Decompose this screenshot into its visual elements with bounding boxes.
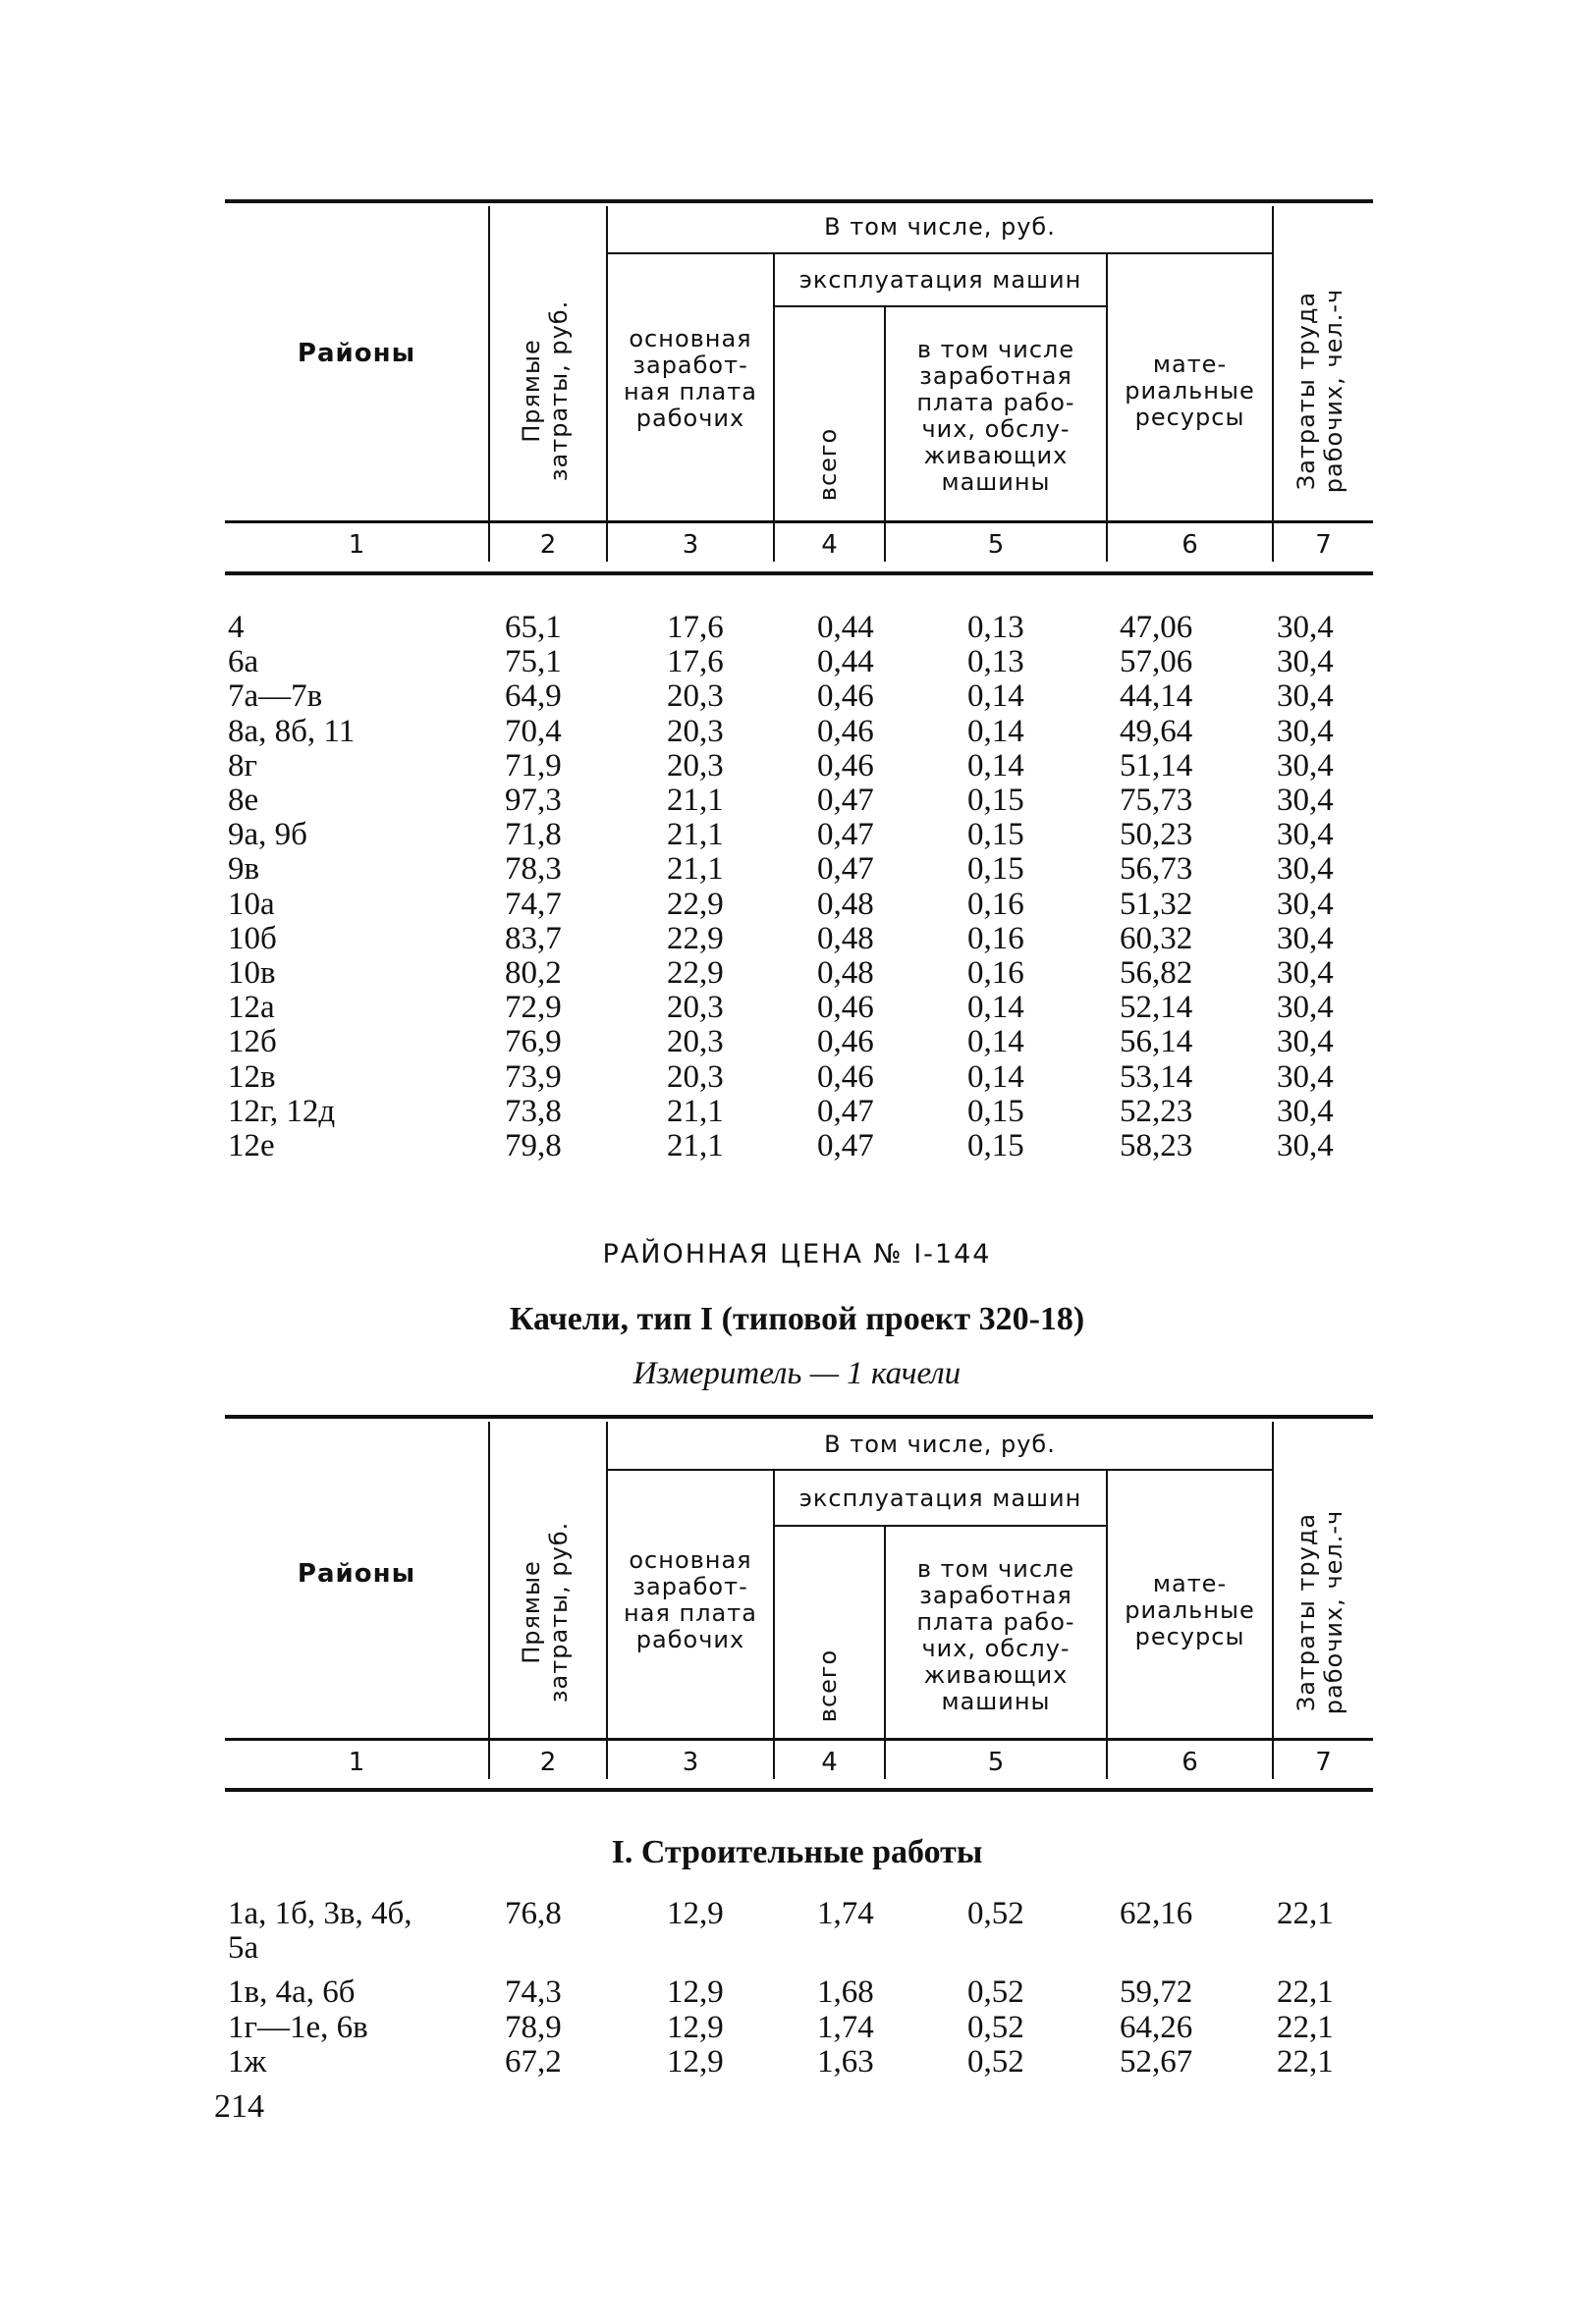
value-cell: 79,8 xyxy=(505,1128,562,1163)
value-cell: 0,16 xyxy=(967,920,1024,956)
including-header: В том числе, руб. xyxy=(824,1431,1056,1458)
basic-wage-header: основная заработ- ная плата рабочих xyxy=(624,1546,757,1653)
column-number: 7 xyxy=(1315,530,1332,560)
value-cell: 30,4 xyxy=(1277,990,1334,1026)
value-cell: 0,13 xyxy=(967,644,1024,680)
value-cell: 73,8 xyxy=(505,1093,562,1129)
value-cell: 51,14 xyxy=(1120,747,1193,784)
value-cell: 0,52 xyxy=(967,2044,1024,2080)
value-cell: 1,63 xyxy=(817,2044,874,2080)
value-cell: 30,4 xyxy=(1277,1093,1334,1129)
value-cell: 0,47 xyxy=(817,817,874,853)
region-cell: 1в, 4а, 6б xyxy=(228,1974,356,2010)
column-number: 1 xyxy=(348,1748,365,1777)
value-cell: 0,14 xyxy=(967,747,1024,784)
region-cell: 12а xyxy=(228,990,275,1026)
value-cell: 30,4 xyxy=(1277,1128,1334,1163)
value-cell: 0,47 xyxy=(817,1128,874,1163)
value-cell: 0,15 xyxy=(967,817,1024,853)
materials-header: мате- риальные ресурсы xyxy=(1125,351,1255,431)
region-cell: 12б xyxy=(228,1024,277,1060)
value-cell: 1,74 xyxy=(817,1896,874,1931)
value-cell: 22,9 xyxy=(667,886,724,922)
value-cell: 30,4 xyxy=(1277,851,1334,888)
region-cell: 9в xyxy=(228,851,260,888)
value-cell: 21,1 xyxy=(667,817,724,853)
value-cell: 67,2 xyxy=(505,2044,562,2080)
column-number: 4 xyxy=(821,1748,838,1777)
value-cell: 1,74 xyxy=(817,2010,874,2045)
column-number: 2 xyxy=(539,1748,557,1777)
item-title: Качели, тип I (типовой проект 320-18) xyxy=(509,1301,1085,1337)
value-cell: 52,14 xyxy=(1120,990,1193,1026)
regions-header: Районы xyxy=(297,1559,416,1589)
value-cell: 20,3 xyxy=(667,747,724,784)
region-cell: 10б xyxy=(228,920,277,956)
labor-header: Затраты труда рабочих, чел.-ч xyxy=(1292,288,1347,494)
value-cell: 20,3 xyxy=(667,990,724,1026)
value-cell: 83,7 xyxy=(505,920,562,956)
value-cell: 12,9 xyxy=(667,1896,724,1931)
regions-header: Районы xyxy=(297,339,416,368)
value-cell: 64,9 xyxy=(505,678,562,715)
value-cell: 80,2 xyxy=(505,955,562,991)
labor-header: Затраты труда рабочих, чел.-ч xyxy=(1292,1509,1347,1715)
value-cell: 59,72 xyxy=(1120,1974,1193,2010)
value-cell: 0,46 xyxy=(817,990,874,1026)
value-cell: 22,1 xyxy=(1277,2044,1334,2080)
value-cell: 12,9 xyxy=(667,1974,724,2010)
value-cell: 76,8 xyxy=(505,1896,562,1931)
value-cell: 20,3 xyxy=(667,713,724,749)
column-number: 5 xyxy=(987,1748,1005,1777)
value-cell: 56,14 xyxy=(1120,1024,1193,1060)
value-cell: 0,46 xyxy=(817,678,874,715)
region-cell: 12в xyxy=(228,1058,276,1095)
column-number: 7 xyxy=(1315,1748,1332,1777)
value-cell: 74,7 xyxy=(505,886,562,922)
value-cell: 0,14 xyxy=(967,678,1024,715)
value-cell: 51,32 xyxy=(1120,886,1193,922)
value-cell: 22,1 xyxy=(1277,1974,1334,2010)
value-cell: 75,73 xyxy=(1120,783,1193,818)
value-cell: 56,82 xyxy=(1120,955,1193,991)
column-number: 3 xyxy=(682,530,699,560)
value-cell: 22,1 xyxy=(1277,1896,1334,1931)
value-cell: 12,9 xyxy=(667,2010,724,2045)
value-cell: 62,16 xyxy=(1120,1896,1193,1931)
machine-operation-header: эксплуатация машин xyxy=(798,266,1082,294)
value-cell: 30,4 xyxy=(1277,886,1334,922)
region-cell: 1г—1е, 6в xyxy=(228,2010,368,2045)
column-number: 3 xyxy=(682,1748,699,1777)
region-cell: 8г xyxy=(228,747,258,784)
region-cell: 10а xyxy=(228,886,275,922)
region-cell: 12г, 12д xyxy=(228,1093,336,1129)
value-cell: 97,3 xyxy=(505,783,562,818)
value-cell: 30,4 xyxy=(1277,610,1334,645)
value-cell: 0,44 xyxy=(817,644,874,680)
value-cell: 49,64 xyxy=(1120,713,1193,749)
value-cell: 30,4 xyxy=(1277,1024,1334,1060)
value-cell: 0,52 xyxy=(967,1896,1024,1931)
value-cell: 0,14 xyxy=(967,990,1024,1026)
value-cell: 71,8 xyxy=(505,817,562,853)
value-cell: 0,15 xyxy=(967,1093,1024,1129)
direct-costs-header: Прямые затраты, руб. xyxy=(518,299,573,482)
value-cell: 0,44 xyxy=(817,610,874,645)
incl-wage-header: в том числе заработная плата рабо- чих, обслу- живающих машины xyxy=(916,1555,1075,1715)
value-cell: 0,15 xyxy=(967,783,1024,818)
value-cell: 0,15 xyxy=(967,851,1024,888)
total-header: всего xyxy=(814,427,842,502)
value-cell: 0,46 xyxy=(817,747,874,784)
region-cell: 7а—7в xyxy=(228,678,323,715)
value-cell: 0,48 xyxy=(817,886,874,922)
region-cell: 4 xyxy=(228,610,245,645)
value-cell: 70,4 xyxy=(505,713,562,749)
value-cell: 0,14 xyxy=(967,1058,1024,1095)
value-cell: 0,16 xyxy=(967,955,1024,991)
materials-header: мате- риальные ресурсы xyxy=(1125,1570,1255,1650)
value-cell: 50,23 xyxy=(1120,817,1193,853)
value-cell: 20,3 xyxy=(667,1024,724,1060)
value-cell: 20,3 xyxy=(667,678,724,715)
measure-line: Измеритель — 1 качели xyxy=(632,1356,962,1391)
value-cell: 30,4 xyxy=(1277,783,1334,818)
value-cell: 30,4 xyxy=(1277,817,1334,853)
value-cell: 47,06 xyxy=(1120,610,1193,645)
value-cell: 60,32 xyxy=(1120,920,1193,956)
value-cell: 0,47 xyxy=(817,1093,874,1129)
value-cell: 1,68 xyxy=(817,1974,874,2010)
value-cell: 44,14 xyxy=(1120,678,1193,715)
region-cell: 1ж xyxy=(228,2044,267,2080)
value-cell: 52,67 xyxy=(1120,2044,1193,2080)
value-cell: 30,4 xyxy=(1277,678,1334,715)
value-cell: 0,48 xyxy=(817,920,874,956)
value-cell: 0,15 xyxy=(967,1128,1024,1163)
region-cell: 8а, 8б, 11 xyxy=(228,713,356,749)
section-title: I. Строительные работы xyxy=(611,1834,983,1870)
value-cell: 64,26 xyxy=(1120,2010,1193,2045)
value-cell: 17,6 xyxy=(667,610,724,645)
value-cell: 22,9 xyxy=(667,955,724,991)
value-cell: 21,1 xyxy=(667,1128,724,1163)
value-cell: 22,1 xyxy=(1277,2010,1334,2045)
incl-wage-header: в том числе заработная плата рабо- чих, обслу- живающих машины xyxy=(916,336,1075,496)
value-cell: 0,46 xyxy=(817,1024,874,1060)
basic-wage-header: основная заработ- ная плата рабочих xyxy=(624,325,757,432)
value-cell: 0,13 xyxy=(967,610,1024,645)
value-cell: 30,4 xyxy=(1277,955,1334,991)
value-cell: 30,4 xyxy=(1277,713,1334,749)
value-cell: 30,4 xyxy=(1277,747,1334,784)
value-cell: 72,9 xyxy=(505,990,562,1026)
region-cell: 12е xyxy=(228,1128,275,1163)
value-cell: 0,16 xyxy=(967,886,1024,922)
region-cell: 6а xyxy=(228,644,259,680)
column-number: 2 xyxy=(539,530,557,560)
value-cell: 71,9 xyxy=(505,747,562,784)
value-cell: 0,14 xyxy=(967,713,1024,749)
column-number: 6 xyxy=(1182,1748,1198,1777)
value-cell: 0,46 xyxy=(817,1058,874,1095)
value-cell: 78,9 xyxy=(505,2010,562,2045)
value-cell: 30,4 xyxy=(1277,920,1334,956)
value-cell: 0,52 xyxy=(967,2010,1024,2045)
value-cell: 22,9 xyxy=(667,920,724,956)
price-heading: РАЙОННАЯ ЦЕНА № I-144 xyxy=(602,1239,992,1270)
value-cell: 21,1 xyxy=(667,783,724,818)
value-cell: 17,6 xyxy=(667,644,724,680)
column-number: 1 xyxy=(348,530,365,560)
region-cell: 1а, 1б, 3в, 4б, 5а xyxy=(228,1896,412,1966)
page-number: 214 xyxy=(214,2088,264,2125)
column-number: 5 xyxy=(987,530,1005,560)
value-cell: 0,14 xyxy=(967,1024,1024,1060)
value-cell: 74,3 xyxy=(505,1974,562,2010)
value-cell: 21,1 xyxy=(667,1093,724,1129)
value-cell: 65,1 xyxy=(505,610,562,645)
value-cell: 73,9 xyxy=(505,1058,562,1095)
value-cell: 30,4 xyxy=(1277,1058,1334,1095)
value-cell: 56,73 xyxy=(1120,851,1193,888)
value-cell: 12,9 xyxy=(667,2044,724,2080)
region-cell: 9а, 9б xyxy=(228,817,307,853)
value-cell: 58,23 xyxy=(1120,1128,1193,1163)
direct-costs-header: Прямые затраты, руб. xyxy=(518,1521,573,1703)
value-cell: 20,3 xyxy=(667,1058,724,1095)
value-cell: 0,47 xyxy=(817,851,874,888)
value-cell: 53,14 xyxy=(1120,1058,1193,1095)
total-header: всего xyxy=(814,1648,842,1723)
value-cell: 0,52 xyxy=(967,1974,1024,2010)
value-cell: 21,1 xyxy=(667,851,724,888)
value-cell: 0,46 xyxy=(817,713,874,749)
region-cell: 10в xyxy=(228,955,276,991)
value-cell: 0,48 xyxy=(817,955,874,991)
value-cell: 76,9 xyxy=(505,1024,562,1060)
value-cell: 0,47 xyxy=(817,783,874,818)
column-number: 4 xyxy=(821,530,838,560)
machine-operation-header: эксплуатация машин xyxy=(798,1485,1082,1512)
column-number: 6 xyxy=(1182,530,1198,560)
value-cell: 75,1 xyxy=(505,644,562,680)
value-cell: 57,06 xyxy=(1120,644,1193,680)
value-cell: 52,23 xyxy=(1120,1093,1193,1129)
including-header: В том числе, руб. xyxy=(824,213,1056,241)
region-cell: 8е xyxy=(228,783,259,818)
value-cell: 30,4 xyxy=(1277,644,1334,680)
value-cell: 78,3 xyxy=(505,851,562,888)
